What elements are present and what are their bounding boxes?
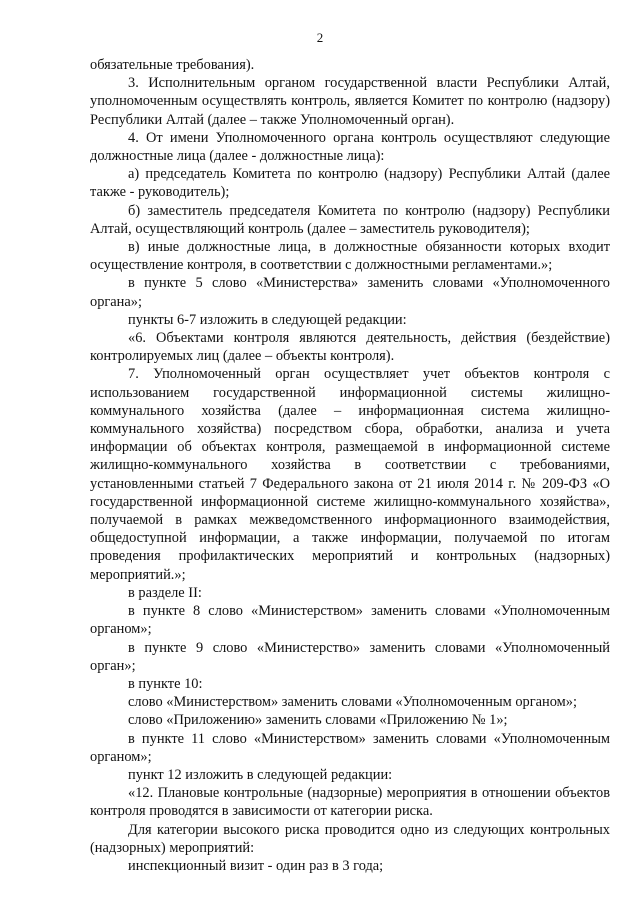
paragraph: 3. Исполнительным органом государственной власти Республики Алтай, уполномоченным осуществлять контроль, является Комитет по контролю (надзору) Республики Алтай (далее – также Уполномоченный орган). bbox=[90, 75, 610, 128]
paragraph: слово «Приложению» заменить словами «Приложению № 1»; bbox=[128, 712, 508, 729]
paragraph: 7. Уполномоченный орган осуществляет учет объектов контроля с использованием государственной информационной системы жилищно-коммунального хозяйства (далее – информационная система жилищно-коммунального хозяйства) посредством сбора, обработки, анализа и учета информации об объектах контроля, размещаемой в информационной системе жилищно-коммунального хозяйства в соответствии с требованиями, установленными статьей 7 Федерального закона от 21 июля 2014 г. № 209-ФЗ «О государственной информационной системе жилищно-коммунального хозяйства», получаемой в рамках межведомственного информационного взаимодействия, общедоступной информации, а также информации, получаемой по итогам проведения профилактических мероприятий и контрольных (надзорных) мероприятий.»; bbox=[90, 366, 610, 583]
paragraph: Для категории высокого риска проводится одно из следующих контрольных (надзорных) мероприятий: bbox=[90, 821, 610, 856]
document-body bbox=[90, 56, 610, 875]
paragraph: «12. Плановые контрольные (надзорные) мероприятия в отношении объектов контроля проводятся в зависимости от категории риска. bbox=[90, 785, 610, 820]
paragraph: в пункте 5 слово «Министерства» заменить словами «Уполномоченного органа»; bbox=[90, 275, 610, 310]
paragraph: 4. От имени Уполномоченного органа контроль осуществляют следующие должностные лица (далее - должностные лица): bbox=[90, 129, 610, 165]
page-number: 2 bbox=[316, 30, 324, 45]
paragraph: в пункте 8 слово «Министерством» заменить словами «Уполномоченным органом»; bbox=[90, 603, 610, 638]
paragraph: б) заместитель председателя Комитета по контролю (надзору) Республики Алтай, осуществляющий контроль (далее – заместитель руководителя); bbox=[90, 202, 610, 237]
paragraph: в разделе II: bbox=[128, 584, 202, 601]
paragraph: пункт 12 изложить в следующей редакции: bbox=[128, 766, 393, 783]
paragraph: обязательные требования). bbox=[90, 57, 255, 73]
paragraph: в) иные должностные лица, в должностные обязанности которых входит осуществление контроля, в соответствии с должностными регламентами.»; bbox=[90, 239, 610, 274]
paragraph: инспекционный визит - один раз в 3 года; bbox=[128, 857, 384, 874]
paragraph: слово «Министерством» заменить словами «Уполномоченным органом»; bbox=[128, 694, 577, 711]
paragraph: в пункте 9 слово «Министерство» заменить словами «Уполномоченный орган»; bbox=[90, 639, 610, 674]
paragraph: а) председатель Комитета по контролю (надзору) Республики Алтай (далее также - руководитель); bbox=[90, 166, 610, 201]
paragraph: в пункте 11 слово «Министерством» заменить словами «Уполномоченным органом»; bbox=[90, 730, 610, 765]
paragraph: «6. Объектами контроля являются деятельность, действия (бездействие) контролируемых лиц (далее – объекты контроля). bbox=[90, 330, 610, 365]
paragraph: в пункте 10: bbox=[128, 675, 203, 692]
paragraph: пункты 6-7 изложить в следующей редакции: bbox=[128, 311, 407, 328]
